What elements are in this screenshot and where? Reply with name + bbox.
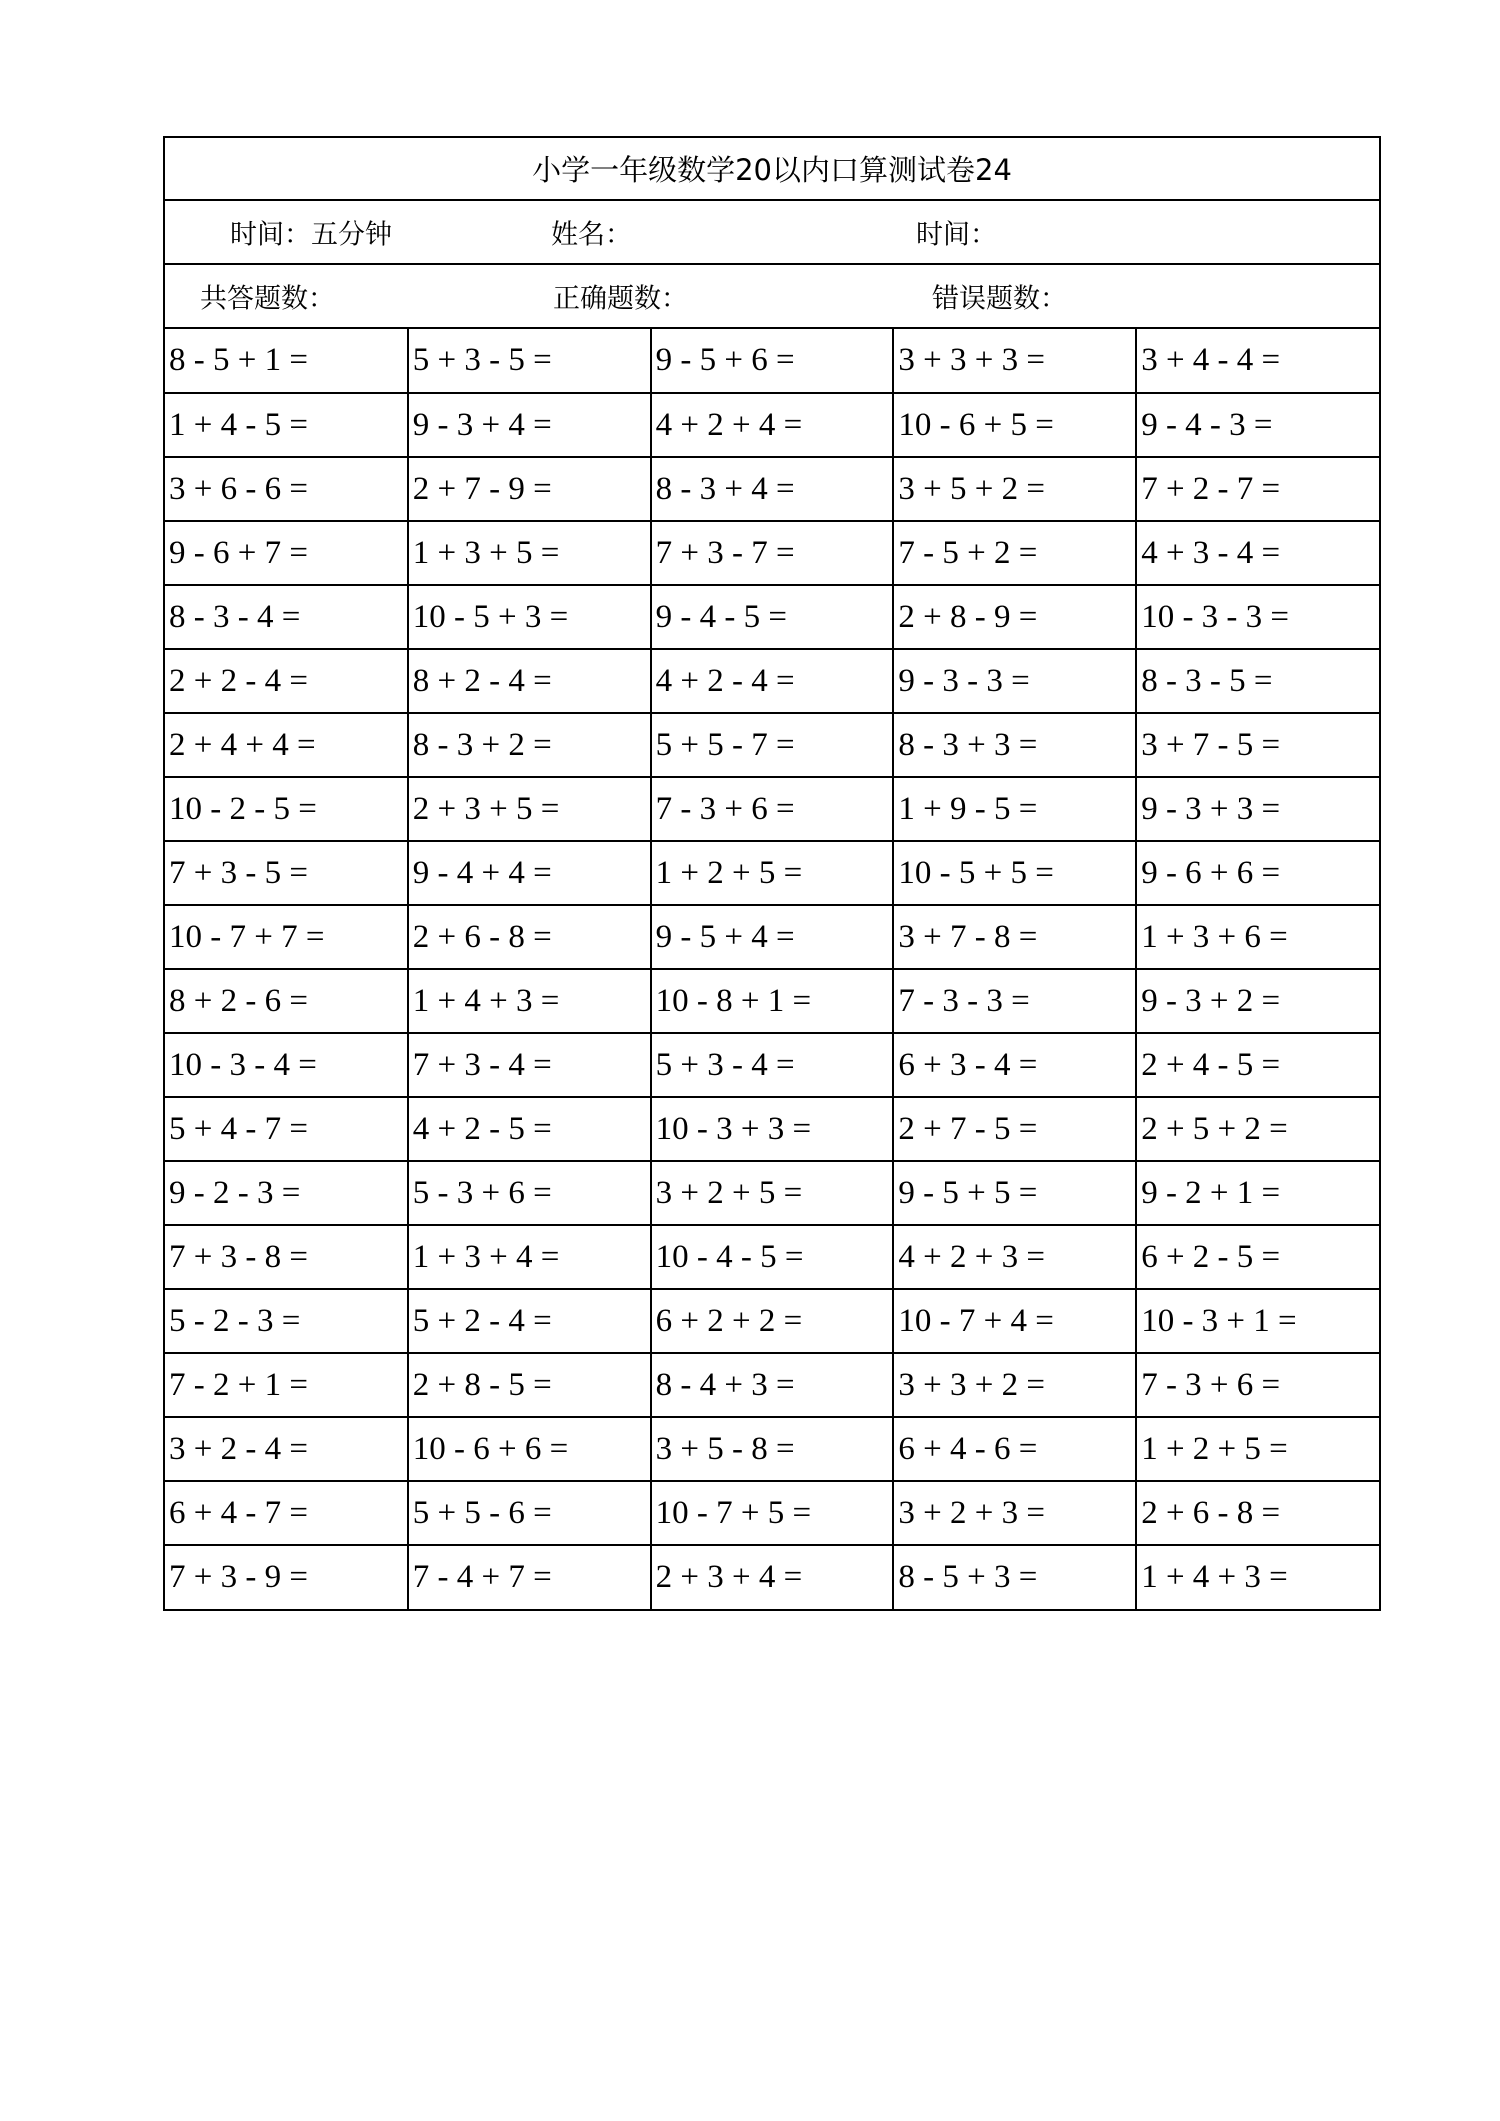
problem-cell: 2 + 5 + 2 = <box>1136 1097 1379 1161</box>
problem-cell: 1 + 3 + 4 = <box>408 1225 651 1289</box>
correct-count-label: 正确题数： <box>553 283 688 315</box>
problem-cell: 10 - 3 + 3 = <box>651 1097 894 1161</box>
problem-cell: 8 - 3 + 4 = <box>651 457 894 521</box>
problem-row <box>165 585 1379 649</box>
problem-cell: 9 - 3 - 3 = <box>893 649 1136 713</box>
problem-cell: 9 - 6 + 6 = <box>1136 841 1379 905</box>
problem-cell: 9 - 3 + 2 = <box>1136 969 1379 1033</box>
problem-cell: 3 + 2 + 5 = <box>651 1161 894 1225</box>
problem-cell: 9 - 3 + 4 = <box>408 393 651 457</box>
problem-cell: 9 - 5 + 4 = <box>651 905 894 969</box>
problem-cell: 1 + 4 - 5 = <box>165 393 408 457</box>
problem-cell: 4 + 2 + 3 = <box>893 1225 1136 1289</box>
problem-cell: 3 + 7 - 8 = <box>893 905 1136 969</box>
problem-row <box>165 713 1379 777</box>
problem-cell: 2 + 3 + 4 = <box>651 1545 894 1609</box>
problem-cell: 1 + 9 - 5 = <box>893 777 1136 841</box>
problem-row <box>165 1289 1379 1353</box>
problem-cell: 9 - 2 - 3 = <box>165 1161 408 1225</box>
problem-cell: 7 - 3 + 6 = <box>651 777 894 841</box>
problem-cell: 2 + 2 - 4 = <box>165 649 408 713</box>
problem-cell: 10 - 3 - 3 = <box>1136 585 1379 649</box>
problem-cell: 9 - 4 - 5 = <box>651 585 894 649</box>
problem-cell: 5 + 5 - 7 = <box>651 713 894 777</box>
problem-cell: 2 + 8 - 5 = <box>408 1353 651 1417</box>
problem-cell: 5 + 2 - 4 = <box>408 1289 651 1353</box>
problem-cell: 3 + 2 - 4 = <box>165 1417 408 1481</box>
problem-cell: 3 + 6 - 6 = <box>165 457 408 521</box>
problem-cell: 2 + 8 - 9 = <box>893 585 1136 649</box>
problem-cell: 6 + 2 + 2 = <box>651 1289 894 1353</box>
info-row-time-name <box>165 201 1379 265</box>
problem-cell: 8 - 3 - 5 = <box>1136 649 1379 713</box>
problem-cell: 7 + 3 - 9 = <box>165 1545 408 1609</box>
problem-cell: 10 - 7 + 4 = <box>893 1289 1136 1353</box>
problem-row <box>165 777 1379 841</box>
problem-cell: 7 - 2 + 1 = <box>165 1353 408 1417</box>
problem-cell: 2 + 6 - 8 = <box>1136 1481 1379 1545</box>
time-limit-label: 时间：五分钟 <box>230 219 392 251</box>
problem-cell: 3 + 2 + 3 = <box>893 1481 1136 1545</box>
problem-cell: 3 + 7 - 5 = <box>1136 713 1379 777</box>
problem-row <box>165 1097 1379 1161</box>
problem-cell: 1 + 2 + 5 = <box>651 841 894 905</box>
problem-cell: 5 - 2 - 3 = <box>165 1289 408 1353</box>
problem-cell: 3 + 4 - 4 = <box>1136 329 1379 393</box>
problem-cell: 10 - 3 + 1 = <box>1136 1289 1379 1353</box>
problem-cell: 4 + 2 + 4 = <box>651 393 894 457</box>
problem-cell: 1 + 2 + 5 = <box>1136 1417 1379 1481</box>
problem-row <box>165 905 1379 969</box>
problem-row <box>165 521 1379 585</box>
problem-cell: 9 - 4 - 3 = <box>1136 393 1379 457</box>
total-count-label: 共答题数： <box>200 283 335 315</box>
problem-cell: 8 - 5 + 1 = <box>169 342 308 378</box>
problem-cell: 8 - 3 + 2 = <box>408 713 651 777</box>
problem-cell: 10 - 3 - 4 = <box>165 1033 408 1097</box>
problem-cell: 10 - 8 + 1 = <box>651 969 894 1033</box>
problem-cell: 7 - 3 - 3 = <box>893 969 1136 1033</box>
problem-cell: 10 - 6 + 6 = <box>408 1417 651 1481</box>
problem-table <box>165 329 1379 1609</box>
problem-cell: 7 + 3 - 7 = <box>651 521 894 585</box>
problem-cell: 7 + 2 - 7 = <box>1136 457 1379 521</box>
problem-cell: 7 - 5 + 2 = <box>893 521 1136 585</box>
problem-row <box>165 1161 1379 1225</box>
problem-cell: 10 - 7 + 7 = <box>165 905 408 969</box>
problem-cell: 1 + 3 + 6 = <box>1136 905 1379 969</box>
problem-cell: 2 + 7 - 9 = <box>408 457 651 521</box>
problem-cell: 3 + 5 + 2 = <box>893 457 1136 521</box>
problem-cell: 10 - 5 + 3 = <box>408 585 651 649</box>
problem-cell: 8 - 4 + 3 = <box>651 1353 894 1417</box>
problem-cell: 5 + 4 - 7 = <box>165 1097 408 1161</box>
problem-cell: 5 - 3 + 6 = <box>408 1161 651 1225</box>
problem-cell: 10 - 6 + 5 = <box>893 393 1136 457</box>
problem-cell: 8 - 3 + 3 = <box>893 713 1136 777</box>
problem-cell: 8 - 3 - 4 = <box>165 585 408 649</box>
wrong-count-label: 错误题数： <box>932 283 1067 315</box>
worksheet <box>163 136 1381 1611</box>
worksheet-title: 小学一年级数学20以内口算测试卷24 <box>165 138 1379 201</box>
problem-row <box>165 393 1379 457</box>
problem-row <box>165 457 1379 521</box>
problem-cell: 10 - 4 - 5 = <box>651 1225 894 1289</box>
problem-cell: 9 - 3 + 3 = <box>1136 777 1379 841</box>
problem-row <box>165 649 1379 713</box>
problem-cell: 6 + 2 - 5 = <box>1136 1225 1379 1289</box>
problem-cell: 8 + 2 - 4 = <box>408 649 651 713</box>
problem-cell: 9 - 5 + 5 = <box>893 1161 1136 1225</box>
problem-row <box>165 1481 1379 1545</box>
problem-row <box>165 1353 1379 1417</box>
name-label: 姓名： <box>551 219 632 251</box>
problem-cell: 5 + 3 - 5 = <box>408 329 651 393</box>
problem-cell: 4 + 2 - 5 = <box>408 1097 651 1161</box>
problem-cell: 1 + 3 + 5 = <box>408 521 651 585</box>
problem-cell: 8 - 5 + 3 = <box>893 1545 1136 1609</box>
problem-cell: 2 + 7 - 5 = <box>893 1097 1136 1161</box>
problem-cell: 2 + 3 + 5 = <box>408 777 651 841</box>
problem-row <box>165 329 1379 393</box>
problem-cell: 7 - 3 + 6 = <box>1136 1353 1379 1417</box>
problem-row <box>165 1417 1379 1481</box>
problem-cell: 5 + 5 - 6 = <box>408 1481 651 1545</box>
problem-cell: 2 + 6 - 8 = <box>408 905 651 969</box>
problem-cell: 7 - 4 + 7 = <box>408 1545 651 1609</box>
problem-cell: 2 + 4 + 4 = <box>165 713 408 777</box>
problem-row <box>165 1033 1379 1097</box>
problem-row <box>165 969 1379 1033</box>
problem-cell: 10 - 2 - 5 = <box>165 777 408 841</box>
problem-cell: 8 + 2 - 6 = <box>165 969 408 1033</box>
problem-cell: 7 + 3 - 8 = <box>165 1225 408 1289</box>
problem-cell: 1 + 4 + 3 = <box>1136 1545 1379 1609</box>
problem-cell: 4 + 3 - 4 = <box>1136 521 1379 585</box>
problem-cell: 10 - 7 + 5 = <box>651 1481 894 1545</box>
problem-cell: 9 - 4 + 4 = <box>408 841 651 905</box>
problem-cell: 1 + 4 + 3 = <box>408 969 651 1033</box>
problem-cell: 6 + 4 - 6 = <box>893 1417 1136 1481</box>
problem-cell: 7 + 3 - 4 = <box>408 1033 651 1097</box>
problem-cell: 6 + 4 - 7 = <box>165 1481 408 1545</box>
problem-cell: 2 + 4 - 5 = <box>1136 1033 1379 1097</box>
problem-cell: 6 + 3 - 4 = <box>893 1033 1136 1097</box>
problem-row <box>165 1225 1379 1289</box>
problem-cell: 5 + 3 - 4 = <box>651 1033 894 1097</box>
problem-cell: 4 + 2 - 4 = <box>651 649 894 713</box>
time-used-label: 时间： <box>916 219 997 251</box>
problem-row <box>165 1545 1379 1609</box>
problem-row <box>165 841 1379 905</box>
problem-cell: 3 + 5 - 8 = <box>651 1417 894 1481</box>
problem-cell: 9 - 5 + 6 = <box>651 329 894 393</box>
problem-cell: 9 - 2 + 1 = <box>1136 1161 1379 1225</box>
problem-cell: 10 - 5 + 5 = <box>893 841 1136 905</box>
problem-cell: 9 - 6 + 7 = <box>165 521 408 585</box>
problem-cell: 3 + 3 + 3 = <box>893 329 1136 393</box>
problem-cell: 7 + 3 - 5 = <box>165 841 408 905</box>
info-row-scores <box>165 265 1379 329</box>
problem-cell: 3 + 3 + 2 = <box>893 1353 1136 1417</box>
